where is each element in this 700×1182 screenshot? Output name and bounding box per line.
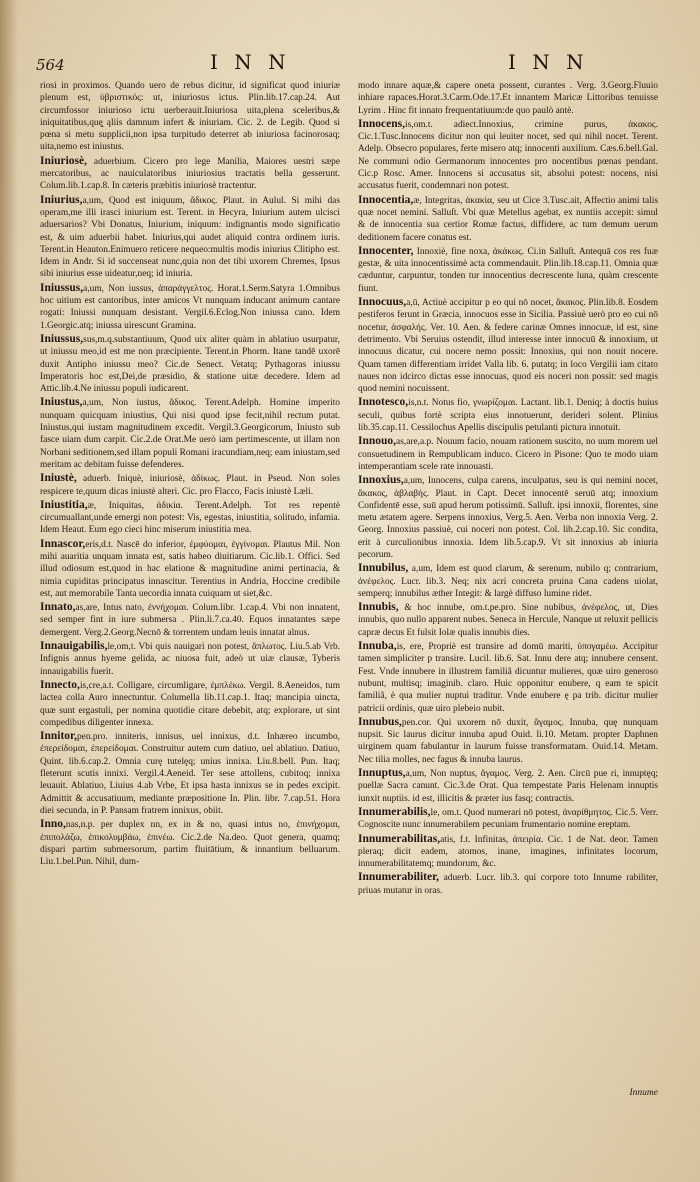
dictionary-entry: [358, 833, 658, 871]
entry-text: is,cre,a.t. Colligare, circumligare, ἐμπλέκω. Vergil. 8.Aeneidos, tum lactea colla Auro innectuntur. Columella lib.11.cap.1. Itaq; mancipia uincta, quæ sunt ergastuli, per nomina quotidie citare debebit, atq; explorare, ut sint compedibus diligenter innexa.: [40, 680, 340, 728]
entry-text: eris,d.t. Nascē do inferior, ἐμφύομαι, ἐγγίνομαι. Plautus Mil. Non mihi auaritia unquam innata est, satis habeo diuitiarum. Cic.lib.1. Offici. Sed illud odiosum est,quod in hac elatione & magnitudine animi pertinacia, & nimia cupiditas principatus innascitur. Terentius in Andria, Hoccine credibile est, aut memorabile Tanta uecordia innata cuiquam ut siet,&c.: [40, 539, 340, 599]
entry-text: a,um, Non iussus, ἀπαράγγελτος. Horat.1.Serm.Satyra 1.Omnibus hoc uitium est cantoribus, inter amicos Vt nunquam inducant animum cantare rogati: Iniussi nunquam desistant. Vergil.6.Eclog.Non iniussa cano. Idem 1.Georgic.atq; iniussa uirescunt Gramina.: [40, 283, 340, 331]
entry-headword: Innocuus,: [358, 296, 407, 309]
entry-headword: Innitor,: [40, 730, 77, 743]
dictionary-entry: [358, 871, 658, 897]
dictionary-entry: [358, 245, 658, 295]
entry-headword: Innocentia,: [358, 193, 414, 206]
entry-headword: Iniussus,: [40, 332, 84, 345]
dictionary-entry: [40, 396, 340, 471]
dictionary-entry: [40, 333, 340, 395]
entry-text: as,are, Intus nato, ἐννήχομαι. Colum.libr. 1.cap.4. Vbi non innatent, sed semper fint in iure submersa . Plin.li.7.ca.40. Equos innatantes sæpe demergent. Verg.2.Georg.Necnō & torrentem undam leuis innatat alnus.: [40, 603, 340, 638]
dictionary-entry: [358, 716, 658, 766]
entry-text: a,um, Non iustus, ἄδικος. Terent.Adelph. Homine imperito nunquam quicquam iniustius, Qui nisi quod ipse fecit,nihil rectum putat. Iniustus,qui iustam magnitudinem excedit. Vergil.3.Georgicorum, Iniusto sub fasce uiam dum carpit. Cic.2.de Orat.Me uerò iam pertimescente, ut illam non Norbani seditionem,sed illam populi Romani iracundiam,neq; eam iniustam,sed meritam ac debitam fuisse defenderes.: [40, 398, 340, 470]
dictionary-entry: [40, 80, 340, 154]
dictionary-entry: [358, 806, 658, 832]
entry-text: nas,n.p. per duplex nn, ex in & no, quasi intus no, ἐπινήχομαι, ἐπιπολάζω, ἐπικολυμβάω, ἐπινέω. Cic.2.de Na.deo. Quot genera, quamq; dispari partim submersorum, partim fluitātium, & innantium belluarum. Liu.1.bel.Pun. Nihil, dum-: [40, 820, 340, 868]
entry-text: sus,m.q.substantiuum, Quod uix aliter quàm in ablatiuo usurpatur, ut iniussu meo,id est me non præcipiente. Terent.in Phorm. Itane tandē uxorē duxit Antipho iniussu meo? Cic.de Senect. Vetatq; Pythagoras iniussu Imperatoris hoc est,Dei,de præsidio, & statione uitæ decedere. Idem ad Attic.lib.4.Ne iniussu populi iudicarent.: [40, 334, 340, 395]
entry-text: a,um, Innocens, culpa carens, inculpatus, seu is qui nemini nocet, ἄκακος, ἀβλαβής. Plaut. in Capt. Decet innocentē seruū atq; innoxium Confidentē esse, suū apud herum potissimū. Salluſt. ipsi innoxii, florentes, sine metu ætatem agere. Serpens innoxius, Verg.5. Aen. Verba non innoxia Verg. 2. Georg. Innoxius passiuè, cui noceri non potest. Col. lib.2.cap.10. Sic condita, erit à curculionibus innoxia. Idem lib.5.cap.9. Vt sit innoxius ab iniuria pecorum.: [358, 476, 658, 560]
left-column: [40, 80, 340, 869]
right-column: [358, 80, 658, 898]
entry-text: a,um, Idem est quod clarum, & serenum, nubilo q; contrarium, ἀνέφελος. Lucr. lib.3. Neq; nix acri concreta pruina Cana cadens uiolat, semperq; innubilus æther Integit: & largè diffuso lumine ridet.: [358, 564, 658, 599]
page-number: 564: [36, 56, 65, 74]
dictionary-entry: [358, 435, 658, 473]
running-head-left: I N N: [210, 50, 291, 74]
entry-text: is,n.t. Notus fio, γνωρίζομαι. Lactant. lib.1. Deniq; à doctis huius seculi, quibus fortè scripta eius innotuerunt, derideri solent. Plinius lib.35.cap.11. Cessilochus Apellis discipulis petulanti pictura innotuit.: [358, 398, 658, 434]
dictionary-entry: [40, 282, 340, 332]
entry-text: a,ū, Actiuè accipitur p eo qui nō nocet, ἄκακος. Plin.lib.8. Eosdem pestiferos ferunt in Græcia, innocuos esse in Sicilia. Passiuè uerò pro eo cui nō nocetur, ἀσφαλής. Ver. 10. Aen. & federe carinæ Omnes innocuæ, id est, sine detrimento. Vbi Seruius ostendit, illud interesse inter innocuū & innoxium, ut innocuus dicatur, cui nocere nemo possit: Innoxius, qui non nouit nocere. Quam tamen differentiam irridet Valla lib. 6. putatq; in loco Vergilii iam citato naues non idcirco dictas esse innocuas, quod eis noceri non possit: sed magis quod nemini nocuissent.: [358, 298, 658, 395]
dictionary-entry: [40, 679, 340, 729]
entry-text: aduerb. Lucr. lib.3. qui corpore toto Innume rabiliter, priuas mutatur in oras.: [358, 873, 658, 896]
entry-headword: Innubis,: [358, 601, 399, 614]
dictionary-entry: [358, 194, 658, 244]
entry-headword: Innocenter,: [358, 244, 414, 257]
dictionary-entry: [40, 818, 340, 868]
dictionary-entry: [358, 562, 658, 600]
dictionary-entry: [358, 767, 658, 805]
entry-headword: Innumerabilis,: [358, 805, 431, 818]
entry-headword: Innauigabilis,: [40, 640, 108, 653]
dictionary-entry: [358, 80, 658, 117]
dictionary-entry: [358, 640, 658, 715]
dictionary-entry: [40, 155, 340, 193]
entry-headword: Innouo,: [358, 435, 397, 448]
entry-headword: Innato,: [40, 601, 76, 614]
dictionary-entry: [40, 472, 340, 498]
entry-headword: Iniussus,: [40, 281, 84, 294]
entry-headword: Iniustitia,: [40, 498, 88, 511]
entry-headword: Innuba,: [358, 640, 397, 653]
entry-text: aduerb. Iniquè, iniuriosè, ἀδίκως. Plaut. in Pseud. Non soles respicere te,quum dicas iniustè alteri. Cic. pro Flacco, Facis iniustè Læli.: [40, 474, 340, 497]
entry-text: æ, Iniquitas, ἀδικία. Terent.Adelph. Tot res repentè circumuallant,unde emergi non potest: Vis, egestas, iniustitia, solitudo, infamia. Idem Heaut. Eum ego cieci hinc miserum iniustitia mea.: [40, 500, 340, 536]
entry-headword: Innascor,: [40, 537, 86, 550]
entry-headword: Innoxius,: [358, 474, 404, 487]
dictionary-entry: [40, 640, 340, 678]
entry-headword: Innubus,: [358, 715, 402, 728]
dictionary-entry: [358, 474, 658, 561]
entry-text: modo innare aquæ,& capere oneta possent, curantes . Verg. 3.Georg.Fluuio inhiare rapaces.Horat.3.Carm.Ode.17.Et innantem Maricæ Littoribus tenuisse Lyrim . Hinc fit innato frequentatiuum:de quo paulò antè.: [358, 81, 658, 116]
entry-text: a,um, Non nuptus, ἄγαμος. Verg. 2. Aen. Circū pue ri, innuptęq; puellæ Sacra canunt. Cic.3.de Orat. Qua tempestate Paris Helenam innuptis iunxit nuptiis. id est, illicitis & præter ius fasq; contractis.: [358, 769, 658, 804]
entry-text: is,om.t. adiect.Innoxius, crimine purus, ἀκακος. Cic.1.Tusc.Innocens dicitur non qui leuiter nocet, sed qui nihil nocet. Terent. Adelp. Obsecro populares, ferte misero atq; innocenti auxilium. Cæs.6.bell.Gal. Ne communi odio Germanorum innocentes pro nocentibus pœnas pendant. Cic.p Rosc. Amer. Innocens si accusatus sit, absolui potest: nocens, nisi accusatus fuerit, condemnari non potest.: [358, 119, 658, 192]
catchword: Innume: [629, 1088, 658, 1098]
entry-headword: Inno,: [40, 818, 66, 831]
entry-headword: Innumerabiliter,: [358, 871, 440, 884]
entry-text: pen.cor. Qui uxorem nō duxit, ἄγαμος. Innuba, quę nunquam nupsit. Sic laurus dicitur innuba apud Ouid. li.10. Metam. propter Daphnen uirginem quam fabulantur in laurum fuisse transformatam. Ouid.14. Metam. Nec tilia molles, nec fagus & innuba laurus.: [358, 717, 658, 765]
dictionary-entry: [40, 538, 340, 600]
entry-text: aduerbium. Cicero pro lege Manilia, Maiores uestri sæpe mercatoribus, ac nauiculatoribus iniuriosius tractatis bella gesserunt. Colum.lib.1.cap.8. In cæteris præbitis iniuriosè tractentur.: [40, 156, 340, 192]
entry-headword: Innecto,: [40, 678, 80, 691]
entry-text: atis, f.t. Infinitas, ἀπειρία. Cic. 1 de Nat. deor. Tamen pleraq; dicit eadem, atomos, inane, imagines, infinitates locorum, innumerabilitatemq; mundorum, &c.: [358, 834, 658, 870]
dictionary-entry: [358, 601, 658, 639]
dictionary-entry: [358, 296, 658, 395]
binding-gutter: [0, 0, 18, 1182]
entry-headword: Iniuriosè,: [40, 154, 87, 167]
entry-headword: Innubilus,: [358, 562, 409, 575]
dictionary-entry: [40, 194, 340, 281]
entry-headword: Innotesco,: [358, 396, 409, 409]
entry-text: æ, Integritas, ἀκακία, seu ut Cice 3.Tusc.ait, Affectio animi talis quæ nocet nemini. Salluſt. Vbi quæ Metellus agebat, ex nuntiis accepit: simul & de innocentia sua certior Romæ factus, diffidere, ac tum demum uerum deditionem facere conatus est.: [358, 195, 658, 243]
entry-text: Innoxiè, fine noxa, ἀκάκως. Ci.in Salluſt. Antequā cos res fuæ gestæ, & uita innocentissimè acta commendauit. Plin.lib.18.cap.11. Omnia quæ cæduntur, carpuntur, tonden tur innocentius decrescente luna, quàm crescente fiunt.: [358, 246, 658, 294]
entry-text: le, om.t. Quod numerari nō potest, ἀναρίθμητος. Cic.5. Verr. Cognoscite nunc innumerabilem pecuniam frumentario nomine ereptam.: [358, 807, 658, 831]
dictionary-entry: [40, 601, 340, 639]
entry-text: le,om,t. Vbi quis nauigari non potest, ἄπλωτος. Liu.5.ab Vrb. Infignis annus hyeme gelida, ac niuosa fuit, adeò ut uiæ clausæ, Tyberis innauigabilis fuerit.: [40, 642, 340, 677]
entry-headword: Iniurius,: [40, 193, 83, 206]
entry-headword: Innuptus,: [358, 767, 406, 780]
entry-text: & hoc innube, om.t.pe.pro. Sine nubibus, ἀνέφελος, ut, Dies innubis, quo nullo apparent nubes. Seneca in Hercule, Nanque ut reluxit pellicis capræ decus Et fulsit Iolæ qualis innubis dies.: [358, 603, 658, 638]
dictionary-entry: [358, 396, 658, 434]
entry-text: pen.pro. inniteris, innisus, uel innixus, d.t. Inhæreo incumbo, ἐπερείδομαι, ἐπερείδομαι. Construitur autem cum datiuo, uel ablatiuo. Datiuo, Quint. lib.6.cap.2. Omnia curę tutelęq; unius innixa. Liu.8.bell. Pun. Itaq; fleterunt scutis innixi. Vergil.4.Aeneid. Ter sese attollens, cubitoq; innixa leuauit. Ablatiuo, Liuius 4.ab Vrbe, Et ipsa hasta innixus se in pedes excipit. Admittit & accusatiuum, mediante præpositione In. Plin. libr. 7.cap.51. Hora diei secunda, in P. Pansam fratrem innixus, obiit.: [40, 732, 340, 816]
dictionary-entry: [40, 730, 340, 817]
entry-text: a,um, Quod est iniquum, ἄδικος. Plaut. in Aulul. Si mihi das operam,me illi irasci iniurium est. Terent. in Hecyra, Iniurium autem ulcisci aduersarios? Vbi Donatus, Iniurium, iniquum: indignantis modo significatio est, & uim aduerbii habet. Iniurius,qui audet aliquid contra ordinem iuris. Terent.in Heauton.Enimuero reticere nequeo:multis modis iniurius Clitipho est. Idem in Andr. Si id succenseat nunc,quia non det tibi uxorem Chremes, Ipsus sibi iniurius esse uideatur,neq; id iniuria.: [40, 195, 340, 280]
entry-headword: Iniustus,: [40, 396, 83, 409]
entry-text: riosi in proximos. Quando uero de rebus dicitur, id significat quod iniuriæ plenum est, ὑβριστικός: ut, iniuriosus ictus. Plin.lib.17.cap.24. Aut circumfossor iniurioso ictu uerberauit.Iniuriosa uita,plena sceleribus,& iniquitatibus,quę̨ ąliis damnum infert & iniuriam. Cic. 2. de Legib. Quod si pœna si metu supplicii,non ipsa turpitudo deterret ab iniuriosa facinorosaq; uita,nemo est iniustus.: [40, 81, 340, 153]
entry-text: as,are,a.p. Nouum facio, nouam rationem suscito, no uum morem uel consuetudinem in Rempublicam induco. Cicero in Pisone: Quo te modo uiam intemperantiam scele rate innouasti.: [358, 437, 658, 472]
entry-text: is, ere, Propriè est transire ad domū mariti, ὑπογαμέω. Accipitur tamen simpliciter p transire. Lucil. lib.6. Sat. Innu dere atq; innubere censent. Fest. Vnde innubere in illustrem familiã dicuntur mulieres, quæ uiro generoso nubunt, multisq; imaginib. claro. Huic opponitur enubere, q eam te spicit familiã, è qua mulier nuptui traditur. Vnde enubere ę pa trib. dicitur mulier patricii ordinis, quæ uiro plebeio nubit.: [358, 642, 658, 714]
entry-headword: Innocens,: [358, 117, 405, 130]
running-head-right: I N N: [508, 50, 589, 74]
dictionary-entry: [40, 499, 340, 537]
entry-headword: Iniustè,: [40, 472, 77, 485]
dictionary-entry: [358, 118, 658, 193]
entry-headword: Innumerabilitas,: [358, 832, 441, 845]
